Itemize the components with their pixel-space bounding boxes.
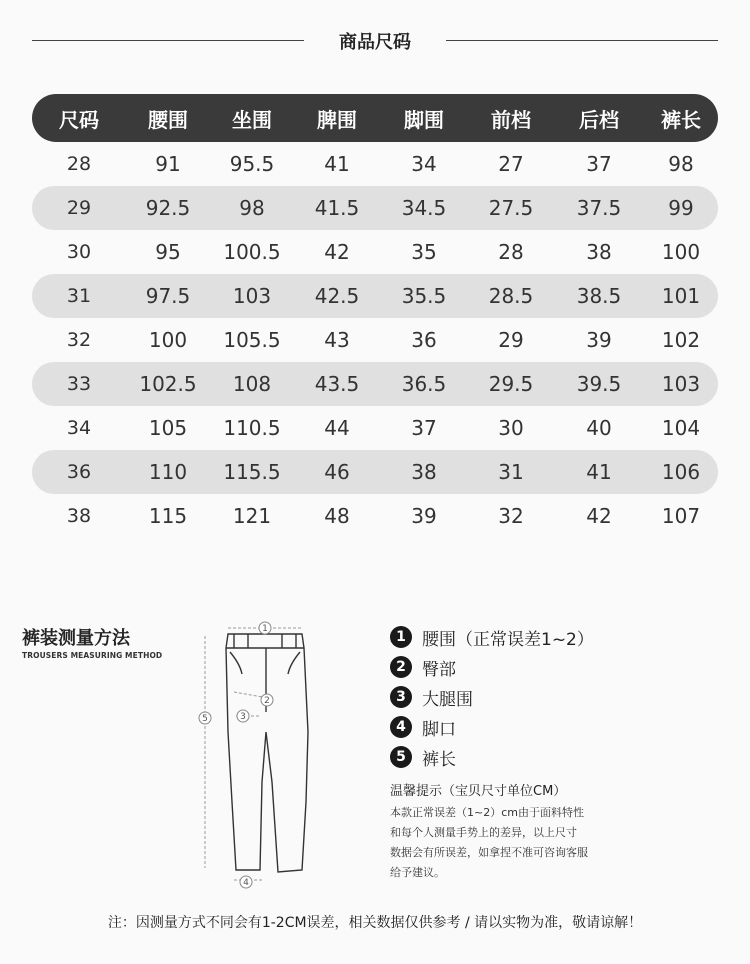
table-cell: 104 [661, 416, 701, 440]
table-cell: 29 [66, 197, 92, 219]
table-cell: 36.5 [401, 372, 447, 396]
table-cell: 99 [668, 196, 694, 220]
table-cell: 36 [66, 461, 92, 483]
header-cell-waist: 腰围 [148, 107, 188, 132]
table-cell: 34 [66, 417, 92, 439]
table-cell: 98 [668, 152, 694, 176]
tips-line: 本款正常误差（1~2）cm由于面料特性 [390, 806, 584, 819]
table-header-row [32, 94, 718, 142]
legend-label-thigh: 大腿围 [422, 689, 473, 710]
table-cell: 46 [324, 460, 350, 484]
header-cell-back-rise: 后档 [579, 107, 619, 132]
table-cell: 102 [661, 328, 701, 352]
trousers-diagram [190, 612, 340, 894]
table-cell: 32 [66, 329, 92, 351]
table-cell: 115 [148, 504, 188, 528]
legend-label-hip: 臀部 [422, 659, 456, 680]
table-cell: 106 [661, 460, 701, 484]
table-cell: 39.5 [576, 372, 622, 396]
table-cell: 107 [661, 504, 701, 528]
table-cell: 27.5 [488, 196, 534, 220]
table-cell: 28.5 [488, 284, 534, 308]
marker-label-3: 3 [240, 712, 246, 722]
table-cell: 41 [324, 152, 350, 176]
legend-number-4: 4 [390, 716, 412, 738]
marker-label-4: 4 [243, 878, 249, 888]
table-cell: 28 [498, 240, 524, 264]
measurement-markers [199, 622, 273, 888]
legend-number-3: 3 [390, 686, 412, 708]
table-cell: 39 [411, 504, 437, 528]
table-row [32, 230, 718, 274]
table-cell: 38.5 [576, 284, 622, 308]
table-row [32, 362, 718, 406]
table-cell: 44 [324, 416, 350, 440]
table-cell: 38 [411, 460, 437, 484]
table-cell: 121 [232, 504, 272, 528]
table-cell: 42 [586, 504, 612, 528]
table-cell: 42 [324, 240, 350, 264]
table-cell: 35.5 [401, 284, 447, 308]
marker-label-5: 5 [202, 714, 208, 724]
table-cell: 101 [661, 284, 701, 308]
table-cell: 29.5 [488, 372, 534, 396]
measure-title: 裤装测量方法 [22, 628, 130, 649]
table-cell: 39 [586, 328, 612, 352]
header-cell-length: 裤长 [661, 107, 701, 132]
footnote: 注：因测量方式不同会有1-2CM误差，相关数据仅供参考 / 请以实物为准，敬请谅解！ [107, 915, 643, 931]
table-cell: 41.5 [314, 196, 360, 220]
table-cell: 38 [586, 240, 612, 264]
measurement-legend [390, 622, 594, 772]
header-cell-leg-opening: 脚围 [404, 107, 444, 132]
table-cell: 108 [232, 372, 272, 396]
table-cell: 36 [411, 328, 437, 352]
table-cell: 100 [148, 328, 188, 352]
table-cell: 27 [498, 152, 524, 176]
table-cell: 100.5 [223, 240, 281, 264]
legend-label-leg-opening: 脚口 [422, 719, 456, 740]
table-cell: 48 [324, 504, 350, 528]
table-row [32, 142, 718, 186]
tips-block [390, 780, 640, 883]
legend-item-length [390, 742, 594, 772]
table-cell: 105.5 [223, 328, 281, 352]
legend-item-thigh [390, 682, 594, 712]
table-row [32, 494, 718, 538]
table-cell: 43.5 [314, 372, 360, 396]
table-cell: 33 [66, 373, 92, 395]
table-row [32, 450, 718, 494]
table-row [32, 406, 718, 450]
header-cell-seat: 坐围 [232, 107, 272, 132]
table-cell: 100 [661, 240, 701, 264]
table-cell: 34 [411, 152, 437, 176]
legend-number-1: 1 [390, 626, 412, 648]
size-table [32, 94, 718, 538]
table-cell: 91 [155, 152, 181, 176]
table-cell: 37 [586, 152, 612, 176]
table-cell: 41 [586, 460, 612, 484]
table-row [32, 318, 718, 362]
header-cell-thigh: 脾围 [317, 107, 357, 132]
tips-line: 数据会有所误差，如拿捏不准可咨询客服 [390, 846, 588, 859]
table-cell: 102.5 [139, 372, 197, 396]
table-cell: 110 [148, 460, 188, 484]
legend-label-waist: 腰围（正常误差1~2） [422, 629, 594, 650]
legend-label-length: 裤长 [422, 749, 456, 770]
table-cell: 31 [66, 285, 92, 307]
legend-item-leg-opening [390, 712, 594, 742]
table-cell: 105 [148, 416, 188, 440]
tips-line: 和每个人测量手势上的差异，以上尺寸 [390, 826, 577, 839]
legend-number-5: 5 [390, 746, 412, 768]
table-cell: 38 [66, 505, 92, 527]
table-cell: 98 [239, 196, 265, 220]
table-cell: 103 [661, 372, 701, 396]
marker-label-1: 1 [262, 624, 268, 634]
table-cell: 43 [324, 328, 350, 352]
section-header [0, 24, 750, 58]
table-body [32, 142, 718, 538]
header-cell-size: 尺码 [59, 107, 99, 132]
table-cell: 29 [498, 328, 524, 352]
table-cell: 35 [411, 240, 437, 264]
table-row [32, 274, 718, 318]
tips-line: 给予建议。 [390, 866, 445, 879]
table-cell: 95.5 [229, 152, 275, 176]
table-cell: 42.5 [314, 284, 360, 308]
table-cell: 37 [411, 416, 437, 440]
legend-number-2: 2 [390, 656, 412, 678]
table-row [32, 186, 718, 230]
table-cell: 110.5 [223, 416, 281, 440]
table-cell: 34.5 [401, 196, 447, 220]
measure-subtitle: TROUSERS MEASURING METHOD [22, 651, 163, 660]
measurement-guides [205, 628, 302, 880]
table-cell: 32 [498, 504, 524, 528]
table-cell: 115.5 [223, 460, 281, 484]
table-cell: 37.5 [576, 196, 622, 220]
table-cell: 97.5 [145, 284, 191, 308]
table-cell: 103 [232, 284, 272, 308]
table-cell: 92.5 [145, 196, 191, 220]
legend-item-waist [390, 622, 594, 652]
section-title: 商品尺码 [339, 32, 411, 53]
table-cell: 28 [66, 153, 92, 175]
tips-title: 温馨提示（宝贝尺寸单位CM） [390, 784, 567, 799]
table-cell: 30 [66, 241, 92, 263]
header-cell-front-rise: 前档 [491, 107, 531, 132]
divider-line-left [32, 40, 304, 41]
table-cell: 40 [586, 416, 612, 440]
marker-label-2: 2 [264, 696, 270, 706]
table-cell: 95 [155, 240, 181, 264]
divider-line-right [446, 40, 718, 41]
table-cell: 30 [498, 416, 524, 440]
trousers-outline [226, 634, 308, 872]
table-cell: 31 [498, 460, 524, 484]
legend-item-hip [390, 652, 594, 682]
